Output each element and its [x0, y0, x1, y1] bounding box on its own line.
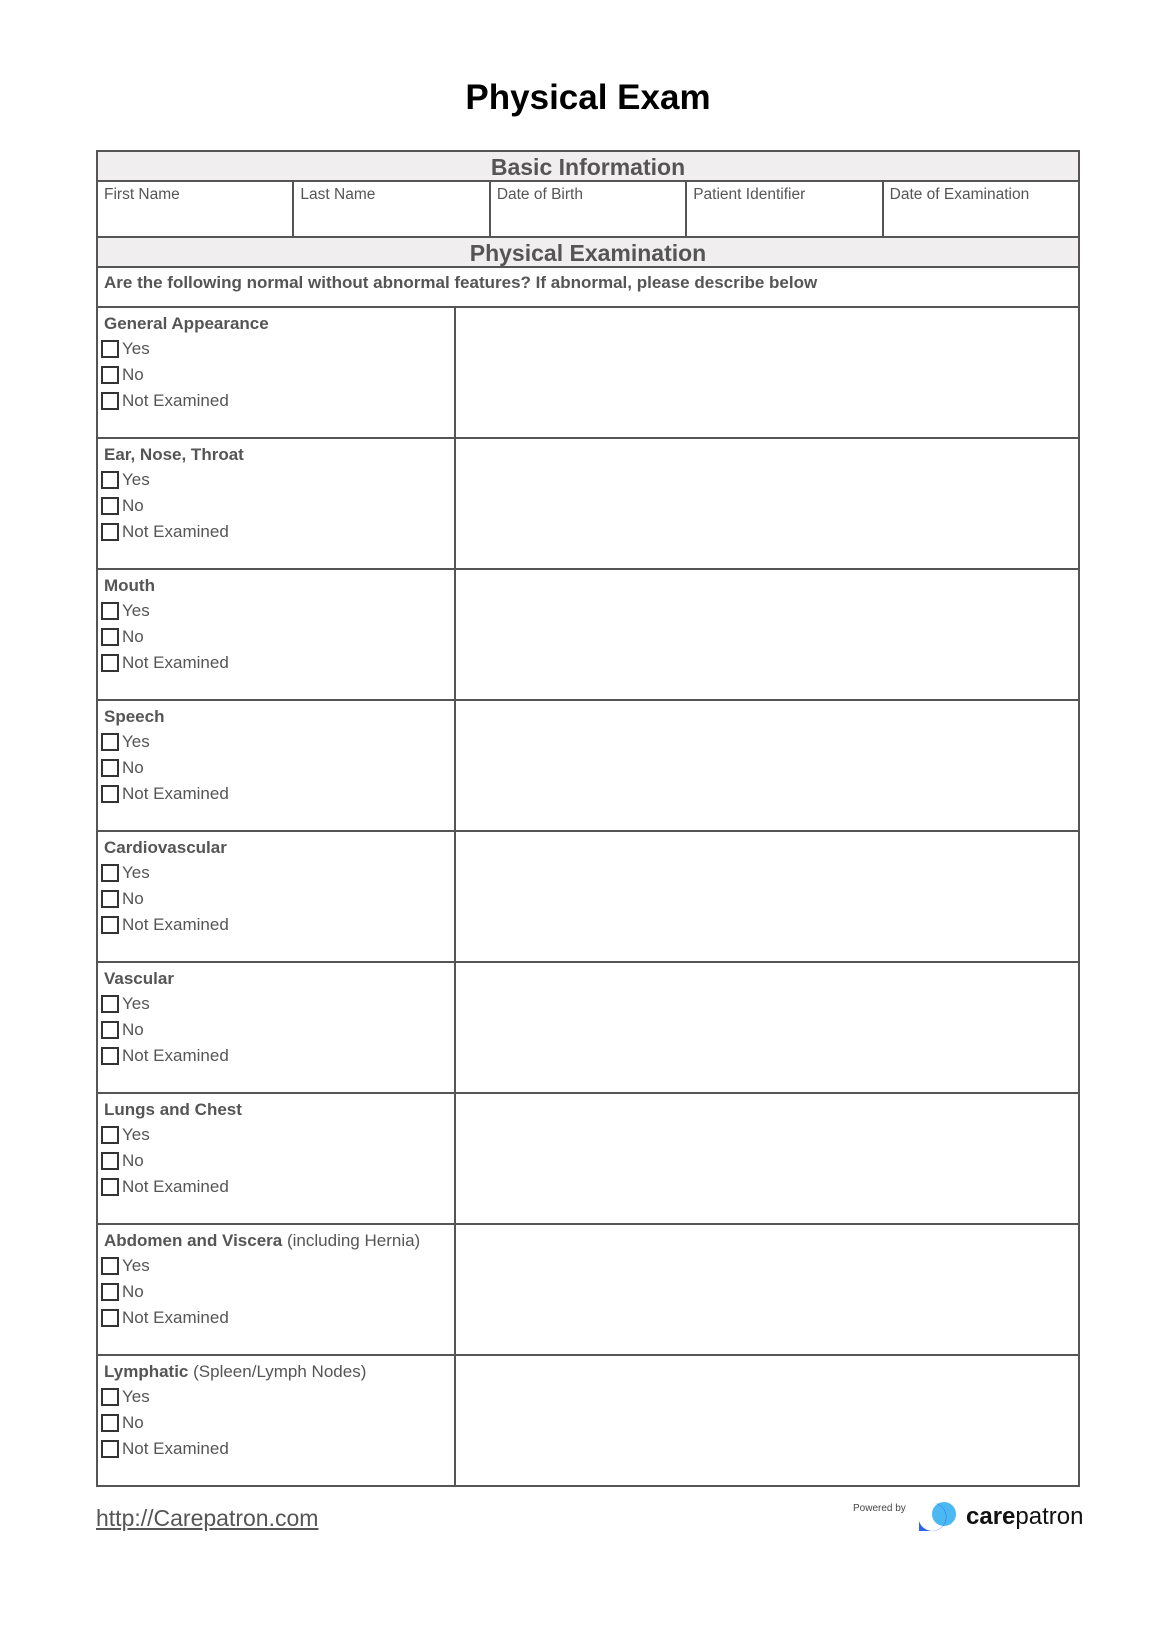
first-name-field[interactable]: First Name: [98, 182, 294, 236]
carepatron-link[interactable]: http://Carepatron.com: [96, 1505, 319, 1531]
exam-row: [98, 701, 1078, 832]
date-of-birth-field[interactable]: Date of Birth: [491, 182, 687, 236]
checkbox[interactable]: [101, 1414, 119, 1432]
checkbox[interactable]: [101, 523, 119, 541]
exam-options-cell: [98, 439, 456, 568]
checkbox[interactable]: [101, 497, 119, 515]
exam-section-label: [101, 312, 454, 336]
brand-rest-text: patron: [1015, 1503, 1084, 1530]
exam-option: [101, 729, 454, 755]
checkbox[interactable]: [101, 628, 119, 646]
exam-option: [101, 336, 454, 362]
exam-row: [98, 570, 1078, 701]
checkbox[interactable]: [101, 733, 119, 751]
exam-options-cell: [98, 1225, 456, 1354]
option-label: No: [122, 1151, 144, 1170]
checkbox[interactable]: [101, 654, 119, 672]
exam-section-label: [101, 705, 454, 729]
option-label: Not Examined: [122, 1308, 229, 1327]
option-label: No: [122, 1413, 144, 1432]
exam-option: [101, 1122, 454, 1148]
option-label: Yes: [122, 863, 150, 882]
last-name-field[interactable]: Last Name: [294, 182, 490, 236]
option-label: No: [122, 627, 144, 646]
description-field[interactable]: [456, 1094, 1078, 1223]
examination-question: Are the following normal without abnormal features? If abnormal, please describe below: [98, 268, 1078, 308]
exam-option: [101, 362, 454, 388]
exam-section-title: Cardiovascular: [104, 838, 227, 857]
exam-option: [101, 781, 454, 807]
exam-options-cell: [98, 1356, 456, 1485]
exam-section-note: (Spleen/Lymph Nodes): [193, 1362, 367, 1381]
exam-section-label: [101, 1229, 454, 1253]
exam-section-title: Mouth: [104, 576, 155, 595]
option-label: Yes: [122, 1125, 150, 1144]
option-label: No: [122, 496, 144, 515]
exam-row: [98, 439, 1078, 570]
exam-option: [101, 1436, 454, 1462]
exam-section-title: Ear, Nose, Throat: [104, 445, 244, 464]
exam-options-cell: [98, 963, 456, 1092]
option-label: Not Examined: [122, 391, 229, 410]
powered-by-label: Powered by: [853, 1503, 906, 1514]
exam-option: [101, 1174, 454, 1200]
physical-exam-form: [96, 150, 1080, 1487]
checkbox[interactable]: [101, 785, 119, 803]
exam-option: [101, 1279, 454, 1305]
checkbox[interactable]: [101, 340, 119, 358]
option-label: No: [122, 889, 144, 908]
description-field[interactable]: [456, 570, 1078, 699]
checkbox[interactable]: [101, 864, 119, 882]
checkbox[interactable]: [101, 602, 119, 620]
option-label: Not Examined: [122, 915, 229, 934]
exam-row: [98, 963, 1078, 1094]
option-label: Not Examined: [122, 1046, 229, 1065]
checkbox[interactable]: [101, 1440, 119, 1458]
exam-section-note: (including Hernia): [286, 1231, 421, 1250]
description-field[interactable]: [456, 308, 1078, 437]
option-label: Not Examined: [122, 522, 229, 541]
checkbox[interactable]: [101, 759, 119, 777]
exam-options-cell: [98, 701, 456, 830]
exam-option: [101, 1384, 454, 1410]
exam-section-label: [101, 836, 454, 860]
exam-section-title: Abdomen and Viscera: [104, 1231, 283, 1250]
date-of-examination-field[interactable]: Date of Examination: [889, 186, 1030, 203]
exam-section-label: [101, 1360, 454, 1384]
exam-option: [101, 755, 454, 781]
exam-option: [101, 1043, 454, 1069]
exam-option: [101, 598, 454, 624]
exam-option: [101, 1410, 454, 1436]
basic-information-heading: Basic Information: [98, 152, 1078, 182]
exam-row: [98, 832, 1078, 963]
exam-option: [101, 388, 454, 414]
carepatron-brand: [966, 1503, 1083, 1531]
exam-row: [98, 1356, 1078, 1485]
brand-bold-text: care: [966, 1503, 1016, 1530]
description-field[interactable]: [456, 701, 1078, 830]
checkbox[interactable]: [101, 1178, 119, 1196]
option-label: Yes: [122, 732, 150, 751]
checkbox[interactable]: [101, 995, 119, 1013]
description-field[interactable]: [456, 1356, 1078, 1485]
exam-option: [101, 1305, 454, 1331]
option-label: Yes: [122, 1256, 150, 1275]
checkbox[interactable]: [101, 1257, 119, 1275]
checkbox[interactable]: [101, 392, 119, 410]
description-field[interactable]: [456, 439, 1078, 568]
exam-options-cell: [98, 832, 456, 961]
checkbox[interactable]: [101, 890, 119, 908]
option-label: Not Examined: [122, 653, 229, 672]
exam-option: [101, 467, 454, 493]
exam-section-label: [101, 1098, 454, 1122]
exam-section-label: [101, 574, 454, 598]
option-label: Not Examined: [122, 1439, 229, 1458]
checkbox[interactable]: [101, 366, 119, 384]
option-label: Yes: [122, 601, 150, 620]
exam-options-cell: [98, 570, 456, 699]
checkbox[interactable]: [101, 1283, 119, 1301]
checkbox[interactable]: [101, 1126, 119, 1144]
option-label: No: [122, 365, 144, 384]
checkbox[interactable]: [101, 1309, 119, 1327]
exam-row: [98, 1225, 1078, 1356]
exam-option: [101, 912, 454, 938]
checkbox[interactable]: [101, 1021, 119, 1039]
exam-option: [101, 991, 454, 1017]
option-label: Not Examined: [122, 1177, 229, 1196]
carepatron-logo-icon: [917, 1501, 959, 1533]
exam-section-title: Speech: [104, 707, 165, 726]
description-field[interactable]: [456, 832, 1078, 961]
checkbox[interactable]: [101, 1152, 119, 1170]
exam-option: [101, 493, 454, 519]
exam-section-title: Lymphatic: [104, 1362, 189, 1381]
exam-row: [98, 1094, 1078, 1225]
option-label: Yes: [122, 470, 150, 489]
exam-option: [101, 1253, 454, 1279]
patient-identifier-field[interactable]: Patient Identifier: [687, 182, 883, 236]
description-field[interactable]: [456, 963, 1078, 1092]
option-label: Yes: [122, 1387, 150, 1406]
exam-option: [101, 519, 454, 545]
exam-option: [101, 1017, 454, 1043]
exam-section-title: General Appearance: [104, 314, 269, 333]
exam-options-cell: [98, 1094, 456, 1223]
exam-option: [101, 624, 454, 650]
exam-section-title: Lungs and Chest: [104, 1100, 242, 1119]
exam-section-label: [101, 967, 454, 991]
exam-section-label: [101, 443, 454, 467]
option-label: Yes: [122, 339, 150, 358]
exam-section-title: Vascular: [104, 969, 174, 988]
exam-option: [101, 886, 454, 912]
checkbox[interactable]: [101, 916, 119, 934]
exam-option: [101, 860, 454, 886]
exam-option: [101, 650, 454, 676]
option-label: Yes: [122, 994, 150, 1013]
page-title: Physical Exam: [465, 78, 711, 117]
exam-row: [98, 308, 1078, 439]
option-label: No: [122, 1282, 144, 1301]
option-label: No: [122, 758, 144, 777]
exam-option: [101, 1148, 454, 1174]
option-label: Not Examined: [122, 784, 229, 803]
checkbox[interactable]: [101, 1388, 119, 1406]
checkbox[interactable]: [101, 1047, 119, 1065]
checkbox[interactable]: [101, 471, 119, 489]
basic-information-row: [98, 182, 1078, 238]
physical-examination-heading: Physical Examination: [98, 238, 1078, 268]
exam-options-cell: [98, 308, 456, 437]
option-label: No: [122, 1020, 144, 1039]
exam-sections: [98, 308, 1078, 1485]
description-field[interactable]: [456, 1225, 1078, 1354]
